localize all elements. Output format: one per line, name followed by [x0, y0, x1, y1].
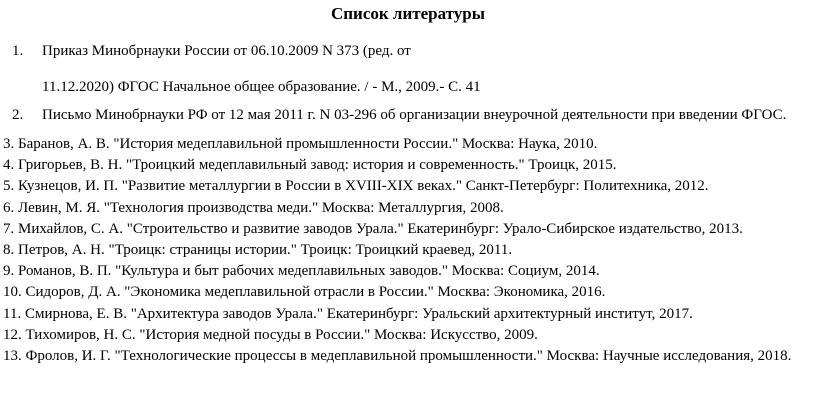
list-item-text: Приказ Минобрнауки России от 06.10.2009 N 373 (ред. от: [42, 43, 411, 59]
reference-item-4: 4. Григорьев, В. Н. "Троицкий медеплавильный завод: история и современность." Троицк, 2015.: [3, 157, 617, 174]
reference-item-12: 12. Тихомиров, Н. С. "История медной посуды в России." Москва: Искусство, 2009.: [3, 326, 538, 343]
reference-item-7: 7. Михайлов, С. А. "Строительство и развитие заводов Урала." Екатеринбург: Урало-Сибирское издательство, 2013.: [3, 220, 743, 237]
reference-item-3: 3. Баранов, А. В. "История медеплавильной промышленности России." Москва: Наука, 2010.: [3, 136, 598, 152]
reference-item-9: 9. Романов, В. П. "Культура и быт рабочих медеплавильных заводов." Москва: Социум, 2014.: [3, 263, 600, 280]
reference-item-5: 5. Кузнецов, И. П. "Развитие металлургии в России в XVIII-XIX веках." Санкт-Петербург: Политехника, 2012.: [3, 178, 709, 195]
reference-item-6: 6. Левин, М. Я. "Технология производства меди." Москва: Металлургия, 2008.: [3, 199, 504, 216]
reference-item-11: 11. Смирнова, Е. В. "Архитектура заводов Урала." Екатеринбург: Уральский архитектурный институт, 2017.: [3, 305, 693, 322]
list-item-number: 1.: [12, 43, 24, 59]
list-item-number: 2.: [12, 107, 24, 123]
list-item-1-continuation: 11.12.2020) ФГОС Начальное общее образование. / - М., 2009.- С. 41: [42, 79, 481, 95]
page-title: Список литературы: [330, 4, 486, 23]
list-item-1: [12, 42, 411, 60]
list-item-text: Письмо Минобрнауки РФ от 12 мая 2011 г. N 03-296 об организации внеурочной деятельности при введении ФГОС.: [42, 107, 787, 123]
reference-list: [3, 134, 803, 367]
reference-item-8: 8. Петров, А. Н. "Троицк: страницы истории." Троицк: Троицкий краевед, 2011.: [3, 242, 513, 259]
list-item-2: [12, 106, 786, 124]
reference-item-10: 10. Сидоров, Д. А. "Экономика медеплавильной отрасли в России." Москва: Экономика, 2016.: [3, 284, 606, 301]
reference-item-13: 13. Фролов, И. Г. "Технологические процессы в медеплавильной промышленности." Москва: Научные исследования, 2018.: [3, 348, 792, 365]
